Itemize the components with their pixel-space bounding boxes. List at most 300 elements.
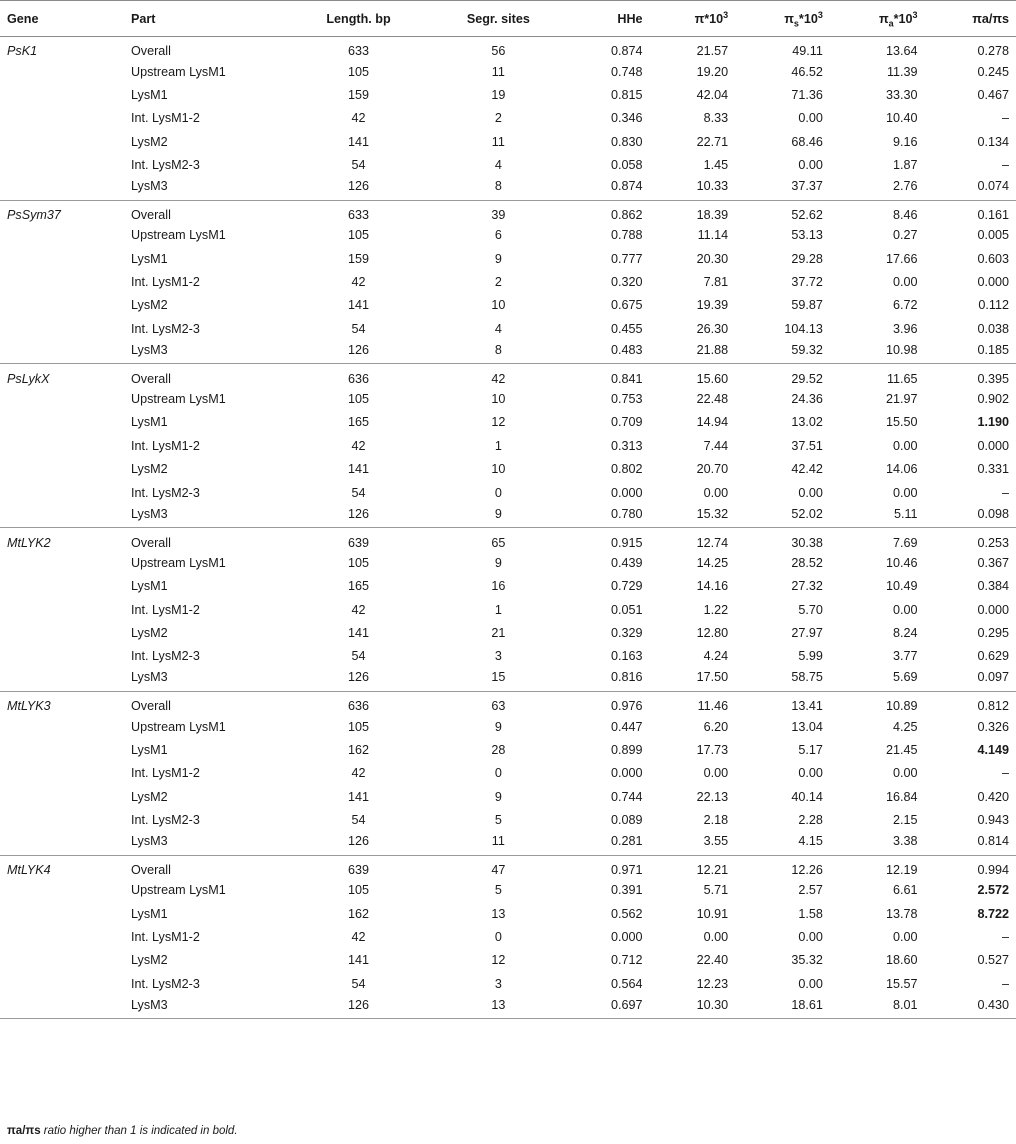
cell-part: LysM3 bbox=[124, 668, 288, 691]
cell-pia: 6.61 bbox=[893, 883, 918, 898]
cell-segr: 5 bbox=[494, 883, 502, 898]
cell-ratio: 0.161 bbox=[977, 208, 1009, 223]
cell-pia: 5.11 bbox=[830, 504, 925, 527]
cell-segr: 11 bbox=[429, 832, 568, 855]
cell-hhe: 0.000 bbox=[611, 930, 643, 945]
cell-pis: 0.00 bbox=[798, 976, 823, 991]
cell-pia: 0.27 bbox=[893, 228, 918, 243]
cell-pia: 3.38 bbox=[830, 832, 925, 855]
cell-part: LysM2 bbox=[131, 625, 168, 640]
cell-pis: 2.57 bbox=[798, 883, 823, 898]
cell-length: 126 bbox=[288, 996, 429, 1019]
cell-segr: 10 bbox=[491, 462, 506, 477]
cell-length: 105 bbox=[348, 883, 370, 898]
table-row bbox=[0, 902, 1016, 925]
table-row bbox=[0, 294, 1016, 317]
table-row bbox=[0, 808, 1016, 831]
table-row bbox=[0, 411, 1016, 434]
cell-pi: 26.30 bbox=[696, 321, 729, 336]
cell-length: 141 bbox=[348, 134, 370, 149]
cell-segr: 3 bbox=[494, 976, 502, 991]
cell-gene bbox=[0, 341, 124, 364]
cell-pi: 20.30 bbox=[696, 251, 729, 266]
footnote bbox=[7, 1125, 238, 1137]
header-pia-sup: 3 bbox=[912, 9, 918, 20]
table-row bbox=[0, 247, 1016, 270]
cell-gene bbox=[0, 387, 124, 410]
cell-pia: 21.97 bbox=[886, 392, 918, 407]
cell-length: 126 bbox=[288, 832, 429, 855]
cell-pi: 17.73 bbox=[696, 742, 729, 757]
cell-length: 105 bbox=[348, 555, 370, 570]
cell-part: Int. LysM1-2 bbox=[131, 438, 200, 453]
cell-part: Overall bbox=[131, 863, 171, 878]
table-row bbox=[0, 317, 1016, 340]
cell-ratio: – bbox=[1001, 930, 1009, 945]
cell-hhe: 0.841 bbox=[611, 371, 643, 386]
cell-pi: 12.21 bbox=[696, 863, 729, 878]
cell-pia: 4.25 bbox=[893, 719, 918, 734]
cell-segr: 28 bbox=[491, 742, 506, 757]
cell-length: 105 bbox=[348, 228, 370, 243]
cell-gene bbox=[0, 107, 124, 130]
cell-part: Overall bbox=[131, 371, 171, 386]
cell-length: 141 bbox=[348, 625, 370, 640]
cell-segr: 47 bbox=[491, 863, 506, 878]
cell-ratio: 0.384 bbox=[977, 579, 1009, 594]
cell-ratio: 0.943 bbox=[977, 813, 1009, 828]
cell-pia: 0.00 bbox=[893, 930, 918, 945]
cell-hhe: 0.000 bbox=[611, 766, 643, 781]
cell-pia: 0.00 bbox=[893, 438, 918, 453]
header-hhe: HHe bbox=[568, 1, 650, 37]
cell-ratio: 0.000 bbox=[977, 275, 1009, 290]
cell-gene bbox=[0, 832, 124, 855]
cell-length: 54 bbox=[351, 649, 366, 664]
table-row bbox=[0, 364, 1016, 387]
cell-part: LysM1 bbox=[131, 415, 168, 430]
cell-ratio: 0.603 bbox=[977, 251, 1009, 266]
cell-part: Upstream LysM1 bbox=[131, 64, 226, 79]
table-row bbox=[0, 785, 1016, 808]
cell-hhe: 0.697 bbox=[568, 996, 650, 1019]
cell-part: Overall bbox=[131, 699, 171, 714]
cell-ratio: 0.000 bbox=[977, 438, 1009, 453]
cell-length: 636 bbox=[348, 699, 370, 714]
cell-part: LysM3 bbox=[124, 996, 288, 1019]
cell-ratio: 0.527 bbox=[977, 953, 1009, 968]
cell-gene bbox=[0, 434, 124, 457]
cell-hhe: 0.862 bbox=[611, 208, 643, 223]
table-row bbox=[0, 177, 1016, 200]
cell-pis: 27.32 bbox=[791, 579, 823, 594]
cell-pis: 71.36 bbox=[791, 87, 823, 102]
cell-ratio: 0.185 bbox=[925, 341, 1016, 364]
cell-part: LysM3 bbox=[124, 341, 288, 364]
cell-length: 105 bbox=[348, 719, 370, 734]
cell-pi: 12.23 bbox=[696, 976, 729, 991]
cell-pi: 8.33 bbox=[703, 111, 729, 126]
cell-gene bbox=[0, 177, 124, 200]
cell-length: 42 bbox=[351, 602, 366, 617]
header-part: Part bbox=[124, 1, 288, 37]
cell-pis: 49.11 bbox=[792, 44, 823, 59]
table-row bbox=[0, 949, 1016, 972]
cell-pia: 17.66 bbox=[886, 251, 918, 266]
cell-gene bbox=[0, 972, 124, 995]
cell-gene bbox=[0, 130, 124, 153]
cell-pia: 15.50 bbox=[886, 415, 918, 430]
cell-gene bbox=[0, 808, 124, 831]
cell-pis: 0.00 bbox=[798, 158, 823, 173]
table-row bbox=[0, 972, 1016, 995]
cell-length: 636 bbox=[348, 371, 370, 386]
cell-part: LysM2 bbox=[131, 462, 168, 477]
cell-length: 126 bbox=[288, 341, 429, 364]
header-pi-a bbox=[830, 1, 925, 37]
cell-ratio: 0.097 bbox=[925, 668, 1016, 691]
cell-pi: 11.46 bbox=[697, 699, 729, 714]
header-ratio: πa/πs bbox=[925, 1, 1016, 37]
cell-pis: 5.70 bbox=[798, 602, 823, 617]
cell-ratio: 0.098 bbox=[925, 504, 1016, 527]
cell-hhe: 0.163 bbox=[611, 649, 643, 664]
cell-segr: 65 bbox=[491, 535, 506, 550]
cell-pia: 10.40 bbox=[886, 111, 918, 126]
cell-pia: 1.87 bbox=[893, 158, 918, 173]
table-row bbox=[0, 481, 1016, 504]
table-row bbox=[0, 879, 1016, 902]
cell-segr: 42 bbox=[491, 371, 506, 386]
cell-pis: 68.46 bbox=[791, 134, 823, 149]
cell-pi: 19.39 bbox=[696, 298, 729, 313]
cell-segr: 21 bbox=[491, 625, 506, 640]
cell-part: Int. LysM1-2 bbox=[131, 930, 200, 945]
cell-pi: 3.55 bbox=[650, 832, 736, 855]
cell-length: 42 bbox=[351, 111, 366, 126]
cell-hhe: 0.777 bbox=[611, 251, 643, 266]
cell-part: Int. LysM1-2 bbox=[131, 275, 200, 290]
cell-ratio: – bbox=[1001, 766, 1009, 781]
cell-gene bbox=[0, 738, 124, 761]
cell-pi: 15.60 bbox=[696, 371, 729, 386]
cell-length: 105 bbox=[348, 392, 370, 407]
cell-ratio: – bbox=[1001, 976, 1009, 991]
cell-hhe: 0.058 bbox=[611, 158, 643, 173]
cell-pis: 52.62 bbox=[791, 208, 823, 223]
cell-pis: 13.04 bbox=[791, 719, 823, 734]
cell-hhe: 0.709 bbox=[611, 415, 643, 430]
cell-pia: 11.65 bbox=[886, 371, 918, 386]
cell-hhe: 0.830 bbox=[611, 134, 643, 149]
cell-ratio: 0.278 bbox=[977, 44, 1009, 59]
table-row bbox=[0, 37, 1016, 60]
cell-pia: 14.06 bbox=[886, 462, 918, 477]
cell-part: Int. LysM1-2 bbox=[131, 602, 200, 617]
cell-ratio: 0.902 bbox=[977, 392, 1009, 407]
cell-pis: 13.02 bbox=[791, 415, 823, 430]
cell-pi: 1.22 bbox=[703, 602, 729, 617]
cell-hhe: 0.815 bbox=[611, 87, 643, 102]
cell-pia: 0.00 bbox=[893, 766, 918, 781]
cell-pia: 10.89 bbox=[886, 699, 918, 714]
cell-hhe: 0.346 bbox=[611, 111, 643, 126]
cell-part: LysM3 bbox=[124, 832, 288, 855]
cell-pia: 16.84 bbox=[886, 789, 918, 804]
cell-ratio: 0.331 bbox=[977, 462, 1009, 477]
cell-segr: 9 bbox=[429, 504, 568, 527]
cell-pis: 18.61 bbox=[735, 996, 830, 1019]
footnote-symbol: πa/πs bbox=[7, 1125, 41, 1137]
table-row bbox=[0, 574, 1016, 597]
cell-part: Int. LysM2-3 bbox=[131, 813, 200, 828]
cell-gene bbox=[0, 481, 124, 504]
cell-length: 639 bbox=[348, 535, 370, 550]
cell-part: LysM3 bbox=[124, 177, 288, 200]
cell-hhe: 0.712 bbox=[611, 953, 643, 968]
cell-length: 126 bbox=[288, 668, 429, 691]
cell-segr: 11 bbox=[491, 64, 505, 79]
cell-part: LysM2 bbox=[131, 789, 168, 804]
cell-gene: MtLYK3 bbox=[7, 699, 51, 714]
header-pi-sup: 3 bbox=[723, 9, 729, 20]
cell-pis: 1.58 bbox=[798, 906, 823, 921]
table-row bbox=[0, 621, 1016, 644]
cell-hhe: 0.455 bbox=[611, 321, 643, 336]
cell-pia: 3.96 bbox=[893, 321, 918, 336]
cell-segr: 9 bbox=[494, 719, 502, 734]
cell-pis: 37.37 bbox=[735, 177, 830, 200]
cell-ratio: 0.420 bbox=[977, 789, 1009, 804]
cell-part: Upstream LysM1 bbox=[131, 228, 226, 243]
table-row bbox=[0, 504, 1016, 527]
cell-pi: 2.18 bbox=[703, 813, 729, 828]
cell-part: Int. LysM1-2 bbox=[131, 111, 200, 126]
cell-segr: 13 bbox=[429, 996, 568, 1019]
cell-hhe: 0.729 bbox=[611, 579, 643, 594]
cell-length: 165 bbox=[348, 415, 370, 430]
cell-pi: 14.94 bbox=[696, 415, 729, 430]
cell-pis: 0.00 bbox=[798, 766, 823, 781]
cell-pia: 13.78 bbox=[886, 906, 918, 921]
cell-length: 162 bbox=[348, 742, 370, 757]
cell-pis: 0.00 bbox=[798, 111, 823, 126]
footnote-text: ratio higher than 1 is indicated in bold. bbox=[40, 1125, 238, 1137]
cell-pis: 104.13 bbox=[784, 321, 823, 336]
table-row bbox=[0, 832, 1016, 855]
cell-pi: 22.13 bbox=[696, 789, 729, 804]
cell-hhe: 0.744 bbox=[611, 789, 643, 804]
cell-length: 42 bbox=[351, 766, 366, 781]
cell-pis: 29.28 bbox=[791, 251, 823, 266]
cell-pis: 42.42 bbox=[791, 462, 823, 477]
cell-segr: 6 bbox=[494, 228, 502, 243]
cell-ratio: 0.112 bbox=[978, 298, 1009, 313]
cell-part: Int. LysM2-3 bbox=[131, 158, 200, 173]
header-pia-tail: *10 bbox=[893, 11, 913, 26]
cell-hhe: 0.915 bbox=[611, 535, 643, 550]
cell-length: 633 bbox=[348, 44, 370, 59]
cell-pia: 33.30 bbox=[886, 87, 918, 102]
table-row bbox=[0, 925, 1016, 948]
cell-segr: 5 bbox=[494, 813, 502, 828]
table-row bbox=[0, 528, 1016, 551]
cell-hhe: 0.562 bbox=[611, 906, 643, 921]
cell-length: 141 bbox=[348, 789, 370, 804]
cell-segr: 2 bbox=[494, 275, 502, 290]
table-row bbox=[0, 738, 1016, 761]
cell-length: 126 bbox=[288, 177, 429, 200]
cell-pis: 2.28 bbox=[798, 813, 823, 828]
cell-gene bbox=[0, 153, 124, 176]
cell-hhe: 0.447 bbox=[611, 719, 643, 734]
cell-hhe: 0.320 bbox=[611, 275, 643, 290]
cell-length: 633 bbox=[348, 208, 370, 223]
cell-gene bbox=[0, 317, 124, 340]
cell-pis: 30.38 bbox=[791, 535, 823, 550]
cell-length: 54 bbox=[351, 158, 366, 173]
cell-pis: 5.17 bbox=[798, 742, 823, 757]
table-row bbox=[0, 551, 1016, 574]
cell-hhe: 0.976 bbox=[611, 699, 643, 714]
cell-part: Overall bbox=[131, 535, 171, 550]
cell-part: LysM1 bbox=[131, 906, 168, 921]
cell-length: 141 bbox=[348, 462, 370, 477]
cell-pis: 28.52 bbox=[791, 555, 823, 570]
cell-pia: 7.69 bbox=[893, 535, 918, 550]
cell-length: 126 bbox=[288, 504, 429, 527]
cell-hhe: 0.675 bbox=[611, 298, 643, 313]
table-row bbox=[0, 715, 1016, 738]
cell-segr: 15 bbox=[429, 668, 568, 691]
cell-pis: 58.75 bbox=[735, 668, 830, 691]
cell-ratio: – bbox=[1001, 111, 1009, 126]
table-row bbox=[0, 458, 1016, 481]
cell-gene: PsSym37 bbox=[7, 208, 61, 223]
cell-pi: 0.00 bbox=[703, 485, 729, 500]
cell-ratio: 0.000 bbox=[977, 602, 1009, 617]
cell-hhe: 0.788 bbox=[611, 228, 643, 243]
cell-pis: 13.41 bbox=[791, 699, 823, 714]
table-row bbox=[0, 434, 1016, 457]
table-row bbox=[0, 691, 1016, 714]
cell-pi: 42.04 bbox=[696, 87, 729, 102]
cell-ratio: 0.038 bbox=[977, 321, 1009, 336]
table-row bbox=[0, 996, 1016, 1019]
cell-gene bbox=[0, 879, 124, 902]
cell-pi: 20.70 bbox=[696, 462, 729, 477]
cell-pi: 18.39 bbox=[696, 208, 729, 223]
cell-segr: 11 bbox=[491, 134, 505, 149]
cell-gene bbox=[0, 902, 124, 925]
cell-segr: 19 bbox=[491, 87, 506, 102]
cell-pis: 46.52 bbox=[791, 64, 823, 79]
cell-pia: 5.69 bbox=[830, 668, 925, 691]
cell-hhe: 0.780 bbox=[568, 504, 650, 527]
table-row bbox=[0, 153, 1016, 176]
cell-pia: 10.49 bbox=[886, 579, 918, 594]
cell-gene bbox=[0, 551, 124, 574]
cell-pia: 2.76 bbox=[830, 177, 925, 200]
cell-gene bbox=[0, 668, 124, 691]
cell-length: 141 bbox=[348, 298, 370, 313]
cell-gene: PsK1 bbox=[7, 44, 38, 59]
cell-segr: 10 bbox=[491, 392, 506, 407]
cell-gene bbox=[0, 224, 124, 247]
cell-part: LysM1 bbox=[131, 742, 168, 757]
cell-pi: 1.45 bbox=[703, 158, 729, 173]
cell-pia: 3.77 bbox=[893, 649, 918, 664]
cell-gene bbox=[0, 762, 124, 785]
cell-segr: 12 bbox=[491, 415, 506, 430]
cell-pi: 4.24 bbox=[703, 649, 729, 664]
cell-pis: 27.97 bbox=[791, 625, 823, 640]
cell-pis: 52.02 bbox=[735, 504, 830, 527]
cell-segr: 0 bbox=[494, 485, 502, 500]
cell-hhe: 0.874 bbox=[568, 177, 650, 200]
cell-part: Int. LysM2-3 bbox=[131, 321, 200, 336]
header-pi bbox=[650, 1, 736, 37]
cell-pi: 22.48 bbox=[696, 392, 729, 407]
table-row bbox=[0, 855, 1016, 878]
cell-gene bbox=[0, 996, 124, 1019]
cell-ratio: 8.722 bbox=[977, 906, 1009, 921]
cell-length: 54 bbox=[351, 485, 366, 500]
cell-hhe: 0.439 bbox=[611, 555, 643, 570]
cell-hhe: 0.874 bbox=[611, 44, 643, 59]
cell-ratio: 0.395 bbox=[977, 371, 1009, 386]
cell-part: LysM3 bbox=[124, 504, 288, 527]
table-row bbox=[0, 83, 1016, 106]
cell-segr: 63 bbox=[491, 699, 506, 714]
cell-gene bbox=[0, 621, 124, 644]
cell-gene: MtLYK2 bbox=[7, 535, 51, 550]
cell-gene bbox=[0, 458, 124, 481]
cell-part: LysM1 bbox=[131, 251, 168, 266]
header-pi-text: π*10 bbox=[694, 11, 724, 26]
cell-pi: 5.71 bbox=[703, 883, 729, 898]
cell-segr: 16 bbox=[491, 579, 506, 594]
cell-hhe: 0.051 bbox=[611, 602, 643, 617]
cell-gene bbox=[0, 504, 124, 527]
cell-pia: 18.60 bbox=[886, 953, 918, 968]
cell-length: 54 bbox=[351, 321, 366, 336]
cell-pi: 10.33 bbox=[650, 177, 736, 200]
cell-segr: 12 bbox=[491, 953, 506, 968]
cell-pis: 40.14 bbox=[791, 789, 823, 804]
cell-pia: 2.15 bbox=[893, 813, 918, 828]
cell-hhe: 0.748 bbox=[611, 64, 643, 79]
cell-pis: 0.00 bbox=[798, 485, 823, 500]
table-row bbox=[0, 762, 1016, 785]
cell-segr: 8 bbox=[429, 177, 568, 200]
header-pis-sup: 3 bbox=[817, 9, 823, 20]
cell-hhe: 0.816 bbox=[568, 668, 650, 691]
cell-ratio: 0.074 bbox=[925, 177, 1016, 200]
cell-pi: 15.32 bbox=[650, 504, 736, 527]
cell-segr: 39 bbox=[491, 208, 506, 223]
cell-pi: 22.71 bbox=[696, 134, 729, 149]
cell-length: 42 bbox=[351, 930, 366, 945]
header-pia-base: π bbox=[878, 11, 889, 26]
cell-pia: 8.46 bbox=[893, 208, 918, 223]
table-row bbox=[0, 200, 1016, 223]
table-row bbox=[0, 60, 1016, 83]
cell-ratio: 0.253 bbox=[977, 535, 1009, 550]
table-header-row bbox=[0, 1, 1016, 37]
cell-pis: 0.00 bbox=[798, 930, 823, 945]
cell-length: 159 bbox=[348, 87, 370, 102]
